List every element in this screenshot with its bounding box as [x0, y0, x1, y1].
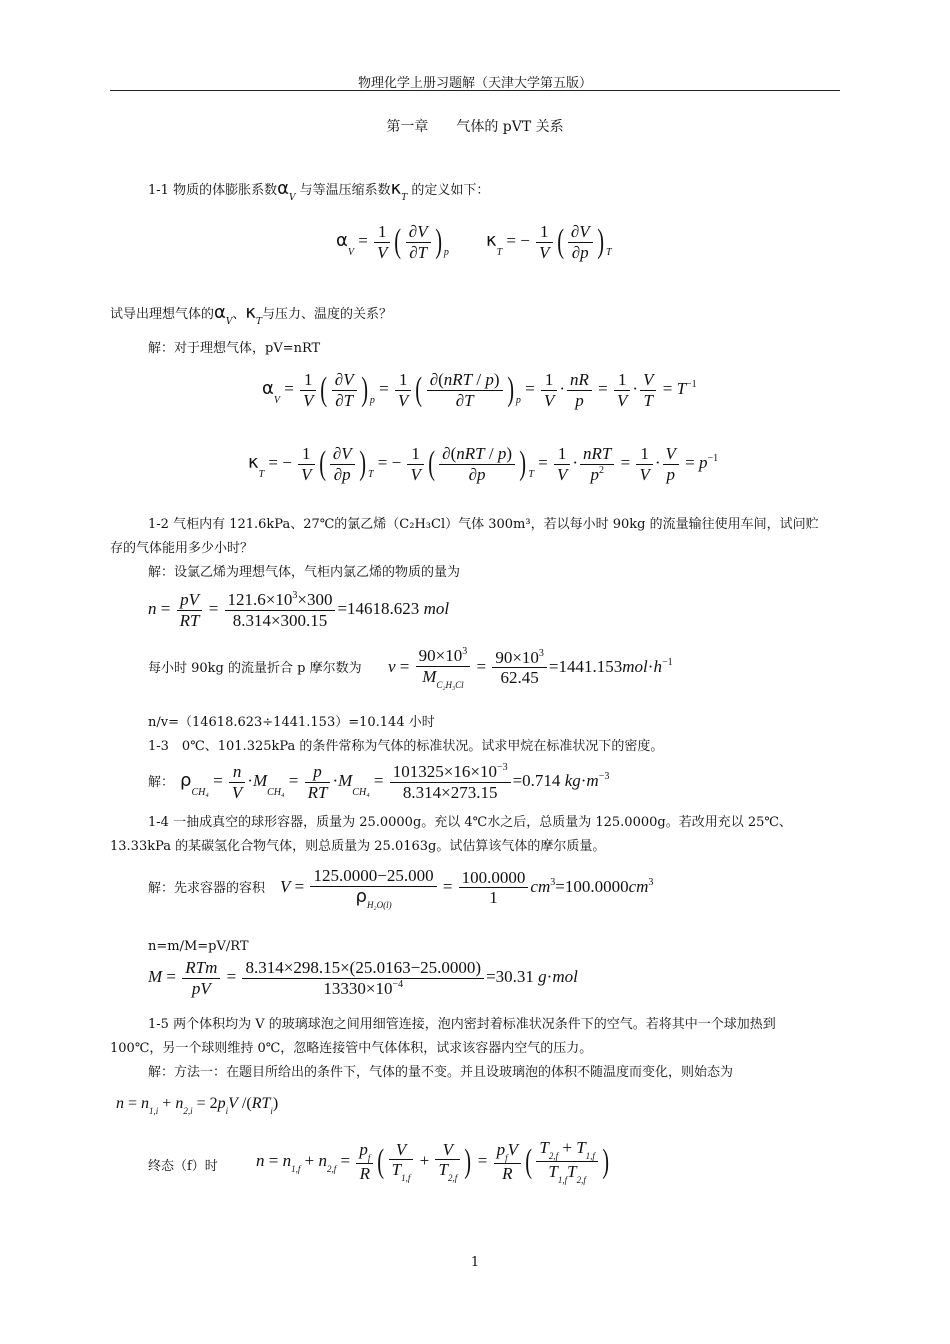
n-numerator: 121.6×10 [227, 590, 293, 609]
rho-numerator: 101325×16×10 [392, 762, 497, 781]
header-rule [110, 90, 840, 91]
p2-end: 与压力、温度的关系？ [262, 307, 393, 322]
problem-1-5-line2: 100℃，另一个球则维持 0℃，忽略连接管中气体体积，试求该容器内空气的压力。 [110, 1041, 593, 1056]
rho-denominator: 8.314×273.15 [402, 782, 498, 802]
final-state-equation: $n = n_{1,f} + n_{2,f}$ = $\frac{p_f}{R}$ ( $\frac{V}{T_{1,f}}$ + $\frac{V}{T_{2,f}}$ ) = $\frac{p_fV}{R}$ ( $\frac{T_{2,f} + T_{1,f}}{T_{1,f}T_{2,f}}$ ) [256, 1138, 609, 1186]
hours-result: n/v=（14618.623÷1441.153）=10.144 小时 [148, 715, 435, 730]
p2-text: 试导出理想气体的 [110, 307, 215, 322]
def-alpha-equation: $\alpha_V$ = $\frac{1}{V}$ ( $\frac{\partial V}{\partial T}$ ) $_p$ [336, 222, 449, 262]
n-result: =14618.623 [337, 598, 420, 618]
problem-1-1-question: 试导出理想气体的$\alpha_V$、$\kappa_T$与压力、温度的关系？ [110, 302, 393, 327]
problem-1-5-line1: 1-5 两个体积均为 V 的玻璃球泡之间用细管连接，泡内密封着标准状况条件下的空气。若将其中一个球加热到 [148, 1017, 776, 1032]
def-kappa-equation: $\kappa_T$ = − $\frac{1}{V}$ ( $\frac{\partial V}{\partial p}$ ) $_T$ [486, 222, 612, 262]
v-numerator: 90×10 [418, 646, 463, 665]
p1-text: 1-1 物质的体膨胀系数 [148, 183, 278, 198]
vol-numerator: 125.0000−25.000 [310, 866, 436, 887]
M-numerator: 8.314×298.15×(25.0163−25.0000) [242, 958, 484, 979]
n-denominator: 8.314×300.15 [232, 610, 328, 630]
molar-relation: n=m/M=pV/RT [148, 939, 249, 954]
flow-rate-label: 每小时 90kg 的流量折合 p 摩尔数为 [148, 661, 362, 676]
p2-mid: 、 [232, 307, 246, 322]
M-result: =30.31 [486, 966, 534, 986]
solution-1-4-label: 解：先求容器的容积 [148, 881, 266, 896]
problem-1-2-line2: 存的气体能用多少小时？ [110, 541, 254, 556]
solution-1-5-intro: 解：方法一：在题目所给出的条件下，气体的量不变。并且设玻璃泡的体积不随温度而变化，则始态为 [148, 1065, 734, 1080]
rho-result: =0.714 [512, 770, 561, 790]
solution-1-3-label: 解： [148, 775, 175, 790]
vol-numerator-2: 100.0000 [459, 868, 529, 889]
page-header: 物理化学上册习题解（天津大学第五版） [357, 76, 592, 91]
molar-mass-calculation: M = $\frac{\text{RTm}}{pV}$ = $\frac{8.314\times 298.15\times(25.0163-25.0000)}{13330\times 10^{-4}}$ =30.31 g·mol [148, 958, 578, 998]
M-denominator: 13330×10 [323, 978, 393, 998]
page-number: 1 [470, 1255, 480, 1270]
problem-1-4-line1: 1-4 一抽成真空的球形容器，质量为 25.0000g。充以 4℃水之后，总质量为 125.0000g。若改用充以 25℃、 [148, 815, 792, 830]
p1-mid: 与等温压缩系数 [299, 183, 391, 198]
problem-1-3: 1-3 0℃、101.325kPa 的条件常称为气体的标准状况。试求甲烷在标准状况下的密度。 [148, 739, 664, 754]
solution-1-1-intro: 解：对于理想气体，pV=nRT [148, 341, 321, 356]
alpha-symbol: α [277, 178, 289, 199]
solution-1-2-intro: 解：设氯乙烯为理想气体，气柜内氯乙烯的物质的量为 [148, 565, 461, 580]
alpha-derivation: $\alpha_V$ = $\frac{1}{V}$ ( $\frac{\partial V}{\partial T}$ ) $_p$ = $\frac{1}{V}$ ( $\frac{\text{∂(nRT / p)}}{\partial T}$ ) $_p$ = $\frac{1}{V}$ · $\frac{nR}{p}$ = $\frac{1}{V}$ · $\frac{V}{T}$ = $T^{-1}$ [262, 370, 697, 410]
chapter-title: 第一章 气体的 pVT 关系 [386, 119, 564, 135]
v-result: =1441.153 [548, 656, 623, 676]
p1-end: 的定义如下： [411, 183, 490, 198]
n-calculation: n = $\frac{pV}{RT}$ = $\frac{121.6\times 10^3\times 300}{8.314\times 300.15}$ =14618.623 mol [148, 590, 450, 630]
problem-1-1-line: 1-1 物质的体膨胀系数$\alpha_V$ 与等温压缩系数$\kappa_T$ 的定义如下： [148, 178, 490, 203]
kappa-derivation: $\kappa_T$ = − $\frac{1}{V}$ ( $\frac{\partial V}{\partial p}$ ) $_T$ = − $\frac{1}{V}$ ( $\frac{\text{∂(nRT / p)}}{\partial p}$ ) $_T$ = $\frac{1}{V}$ · $\frac{\text{nRT}}{p^2}$ = $\frac{1}{V}$ · $\frac{V}{p}$ = $p^{-1}$ [248, 444, 719, 484]
volume-calculation: V = $\frac{125.0000-25.000}{\rho_{H_2O(l)}}$ = $\frac{100.0000}{1}$ $cm^3=100.0000cm^3$ [280, 866, 654, 910]
final-state-label: 终态（f）时 [148, 1159, 218, 1174]
v-calculation: v = $\frac{90\times 10^3}{M_{C_2H_3Cl}}$ = $\frac{90\times 10^3}{62.45}$ $=1441.153mol\cdot h^{-1}$ [388, 646, 673, 690]
problem-1-2-line1: 1-2 气柜内有 121.6kPa、27℃的氯乙烯（C₂H₃Cl）气体 300m³，若以每小时 90kg 的流量输往使用车间，试问贮 [148, 517, 819, 532]
v-denominator: 62.45 [500, 668, 539, 688]
kappa-symbol: κ [390, 178, 402, 199]
problem-1-4-line2: 13.33kPa 的某碳氢化合物气体，则总质量为 25.0163g。试估算该气体的摩尔质量。 [110, 839, 606, 854]
initial-state-equation: $n = n_{1,i} + n_{2,i} = 2p_iV$ $/(RT_i)$ [116, 1095, 279, 1116]
vol-result: =100.0000 [555, 876, 629, 896]
density-calculation: $\rho_{CH_4}$ = $\frac{n}{V}$ $\cdot M_{CH_4}$ = $\frac{p}{RT}$ $\cdot M_{CH_4}$ = $\frac{101325\times 16\times 10^{-3}}{8.314\times 273.15}$ =0.714 $kg\cdot m^{-3}$ [180, 762, 610, 802]
